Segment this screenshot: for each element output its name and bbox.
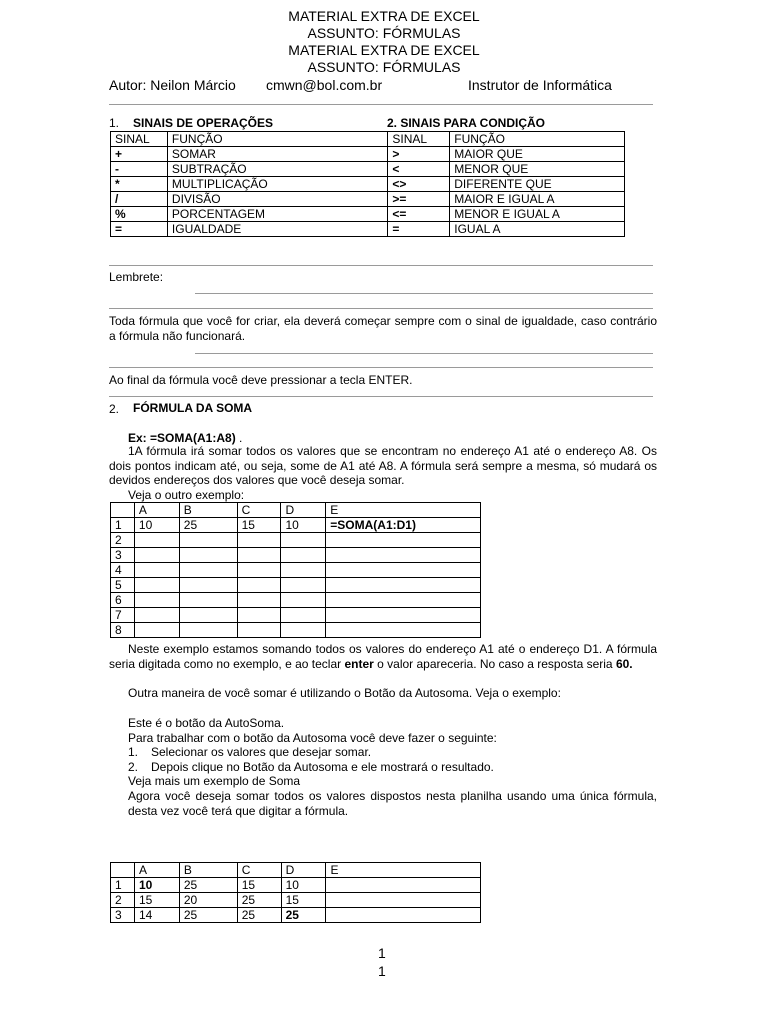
sheet-cell [134,608,179,623]
section1-title-conditions: 2. SINAIS PARA CONDIÇÃO [387,116,546,130]
sheet-column-headers [111,503,481,518]
condition-sign: = [388,222,450,237]
doc-title-repeat: MATERIAL EXTRA DE EXCEL [288,42,480,58]
row-header: 3 [111,908,135,923]
section1-title: SINAIS DE OPERAÇÕES [133,116,274,130]
header-cell-sinal: SINAL [388,132,450,147]
sheet-cell [281,563,326,578]
note-line [109,308,653,309]
condition-function: DIFERENTE QUE [450,177,625,192]
row-header: 1 [111,518,135,533]
operation-function: SUBTRAÇÃO [167,162,387,177]
row-header: 4 [111,563,135,578]
condition-function: MAIOR QUE [450,147,625,162]
sheet-cell: 25 [237,893,281,908]
operation-sign: - [111,162,168,177]
row-header: 8 [111,623,135,638]
table-row [111,533,481,548]
page-number: 1 [378,945,386,961]
sheet-cell [326,593,481,608]
operation-function: MULTIPLICAÇÃO [167,177,387,192]
table-row [111,192,625,207]
section1-number: 1. [109,116,120,130]
reminder-label: Lembrete: [109,270,164,284]
sheet-cell [326,908,481,923]
table-row [111,563,481,578]
sheet-cell [134,548,179,563]
condition-sign: > [388,147,450,162]
sheet-cell: 15 [237,878,281,893]
operation-function: PORCENTAGEM [167,207,387,222]
sheet-cell [237,608,281,623]
operation-sign: % [111,207,168,222]
sheet-cell [326,893,481,908]
sheet-cell [326,563,481,578]
row-header: 2 [111,893,135,908]
sheet-explanation-enter: enter [344,656,374,671]
page-number-repeat: 1 [378,963,386,979]
author-role: Instrutor de Informática [468,77,612,93]
doc-subject: ASSUNTO: FÓRMULAS [307,25,461,41]
sheet-cell [237,623,281,638]
table-row [111,608,481,623]
doc-title: MATERIAL EXTRA DE EXCEL [288,8,480,24]
section2-title: FÓRMULA DA SOMA [133,401,253,415]
condition-sign: >= [388,192,450,207]
header-divider [109,104,653,105]
reminder-text: Toda fórmula que você for criar, ela deverá começar sempre com o sinal de igualdade, caso contrário a fórmula não funcionará. [109,314,657,343]
sheet-cell [326,878,481,893]
column-header: A [134,503,179,518]
sheet-cell: 20 [179,893,237,908]
operation-sign: = [111,222,168,237]
sheet-cell [281,608,326,623]
sheet-explanation [109,642,657,671]
sheet-cell [326,578,481,593]
sum-explanation: 1A fórmula irá somar todos os valores que se encontram no endereço A1 até o endereço A8. Os dois pontos indicam até, ou seja, some de A1 até A8. A fórmula será sempre a mesma, só mudará os devidos endereços dos valores que você deseja somar. [109,444,657,487]
table-row [111,893,481,908]
note-line [195,293,653,294]
sheet-cell [179,623,237,638]
example-formula-text: Ex: =SOMA(A1:A8) [128,431,236,445]
row-header: 6 [111,593,135,608]
sheet-cell [179,548,237,563]
column-header: B [179,863,237,878]
note-line [195,353,653,354]
condition-sign: <> [388,177,450,192]
note-line [109,265,653,266]
row-header: 5 [111,578,135,593]
sheet-cell: 25 [237,908,281,923]
autosum-step-2: Depois clique no Botão da Autosoma e ele mostrará o resultado. [151,760,494,774]
row-header: 2 [111,533,135,548]
condition-sign: < [388,162,450,177]
author-email: cmwn@bol.com.br [266,77,383,93]
sheet-column-headers [111,863,481,878]
note-line [109,367,653,368]
sheet-cell [134,623,179,638]
sheet-cell [134,578,179,593]
table-row [111,623,481,638]
sheet-explanation-c: o valor apareceria. No caso a resposta seria [373,656,616,671]
sheet-cell [134,593,179,608]
sheet-cell: 25 [179,878,237,893]
sheet-example-2 [110,862,481,923]
table-row [111,162,625,177]
autosum-step-2-number: 2. [128,760,139,774]
sheet-corner-cell [111,503,135,518]
sheet-cell [237,548,281,563]
signs-table [110,131,625,237]
sheet-cell [134,533,179,548]
condition-function: IGUAL A [450,222,625,237]
sheet-cell: 14 [134,908,179,923]
sheet-cell [281,578,326,593]
example-formula-tail: . [235,431,243,445]
autosum-button-caption: Este é o botão da AutoSoma. [128,716,285,730]
enter-note: Ao final da fórmula você deve pressionar a tecla ENTER. [109,373,413,387]
note-line [109,396,653,397]
autosum-step-1: Selecionar os valores que desejar somar. [151,745,372,759]
sheet-explanation-a: Neste exemplo estamos somando todos os valores do endereço A1 até o endereço D1. A fórmula seria digitada como no exemplo, e ao teclar [109,642,657,671]
condition-sign: <= [388,207,450,222]
autosum-steps-intro: Para trabalhar com o botão da Autosoma você deve fazer o seguinte: [128,731,497,745]
sheet-cell [326,623,481,638]
sheet-cell: 10 [134,878,179,893]
sheet-cell [326,533,481,548]
column-header: E [326,503,481,518]
table-row [111,147,625,162]
operation-sign: * [111,177,168,192]
sheet-cell [281,533,326,548]
sheet-cell [237,593,281,608]
table-row [111,548,481,563]
header-cell-funcao: FUNÇÃO [167,132,387,147]
autosum-step-1-number: 1. [128,745,139,759]
sheet-cell: 25 [179,908,237,923]
column-header: C [237,863,281,878]
sheet-cell [237,533,281,548]
sheet-cell [281,623,326,638]
column-header: A [134,863,179,878]
column-header: D [281,863,326,878]
sheet-cell [326,548,481,563]
operation-function: SOMAR [167,147,387,162]
sheet-cell [179,578,237,593]
author: Autor: Neilon Márcio [109,77,236,93]
sheet-cell: 10 [281,518,326,533]
header-cell-funcao: FUNÇÃO [450,132,625,147]
condition-function: MENOR E IGUAL A [450,207,625,222]
sheet-cell [326,608,481,623]
operation-sign: + [111,147,168,162]
operation-function: DIVISÃO [167,192,387,207]
doc-subject-repeat: ASSUNTO: FÓRMULAS [307,59,461,75]
sheet-cell [237,563,281,578]
sheet-cell: 10 [134,518,179,533]
table-row [111,222,625,237]
signs-table-header [111,132,625,147]
section2-number: 2. [109,402,120,416]
sheet-cell: 15 [134,893,179,908]
header-cell-sinal: SINAL [111,132,168,147]
sheet-cell: 15 [281,893,326,908]
sheet-cell [179,533,237,548]
sheet-cell [179,563,237,578]
row-header: 3 [111,548,135,563]
sheet-cell: 25 [179,518,237,533]
column-header: D [281,503,326,518]
condition-function: MENOR QUE [450,162,625,177]
operation-sign: / [111,192,168,207]
another-example: Veja mais um exemplo de Soma [128,774,301,788]
column-header: C [237,503,281,518]
column-header: E [326,863,481,878]
column-header: B [179,503,237,518]
sheet-cell [179,593,237,608]
table-row [111,578,481,593]
sheet-cell: =SOMA(A1:D1) [326,518,481,533]
autosum-intro: Outra maneira de você somar é utilizando o Botão da Autosoma. Veja o exemplo: [128,686,561,700]
table-row [111,207,625,222]
sheet-explanation-result: 60. [615,656,633,671]
row-header: 1 [111,878,135,893]
table-row [111,177,625,192]
sheet-cell: 15 [237,518,281,533]
sheet-cell [281,593,326,608]
see-another-example: Veja o outro exemplo: [128,488,245,502]
sheet-cell: 25 [281,908,326,923]
table-row [111,593,481,608]
sheet-corner-cell [111,863,135,878]
sheet-cell [134,563,179,578]
sheet-example-1 [110,502,481,638]
table-row [111,518,481,533]
single-formula-text: Agora você deseja somar todos os valores dispostos nesta planilha usando uma única fórmula, desta vez você terá que digitar a fórmula. [128,789,657,818]
table-row [111,908,481,923]
sheet-cell [281,548,326,563]
operation-function: IGUALDADE [167,222,387,237]
row-header: 7 [111,608,135,623]
condition-function: MAIOR E IGUAL A [450,192,625,207]
sheet-cell: 10 [281,878,326,893]
sheet-cell [237,578,281,593]
sheet-cell [179,608,237,623]
table-row [111,878,481,893]
